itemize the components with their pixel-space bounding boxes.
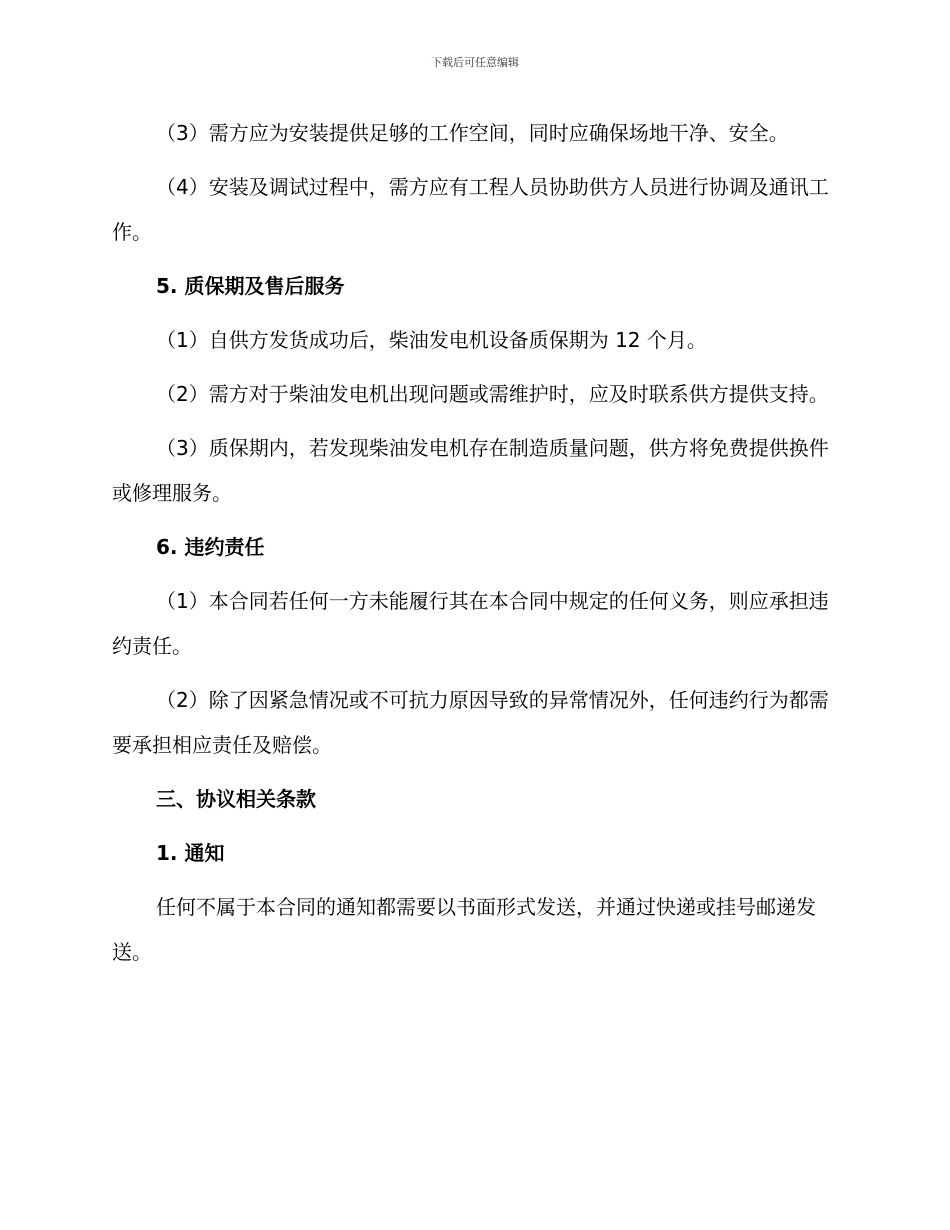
- section-heading-notice: 1. 通知: [156, 841, 225, 865]
- paragraph-3-workspace: （3）需方应为安装提供足够的工作空间，同时应确保场地干净、安全。: [156, 121, 789, 145]
- paragraph-warranty-2: （2）需方对于柴油发电机出现问题或需维护时，应及时联系供方提供支持。: [156, 382, 829, 406]
- section-heading-warranty: 5. 质保期及售后服务: [156, 274, 345, 298]
- paragraph-notice: 任何不属于本合同的通知都需要以书面形式发送，并通过快递或挂号邮递发送。: [112, 895, 816, 964]
- document-body: [112, 111, 832, 984]
- page-header-note: 下载后可任意编辑: [431, 56, 519, 69]
- paragraph-4-installation-assist: （4）安装及调试过程中，需方应有工程人员协助供方人员进行协调及通讯工作。: [112, 175, 829, 244]
- paragraph-breach-2: （2）除了因紧急情况或不可抗力原因导致的异常情况外，任何违约行为都需要承担相应责任及赔偿。: [112, 688, 829, 757]
- paragraph-warranty-1: （1）自供方发货成功后，柴油发电机设备质保期为 12 个月。: [156, 328, 707, 352]
- paragraph-breach-1: （1）本合同若任何一方未能履行其在本合同中规定的任何义务，则应承担违约责任。: [112, 589, 829, 658]
- section-heading-breach: 6. 违约责任: [156, 535, 265, 559]
- paragraph-warranty-3: （3）质保期内，若发现柴油发电机存在制造质量问题，供方将免费提供换件或修理服务。: [112, 436, 829, 505]
- section-heading-agreement-terms: 三、协议相关条款: [156, 787, 316, 811]
